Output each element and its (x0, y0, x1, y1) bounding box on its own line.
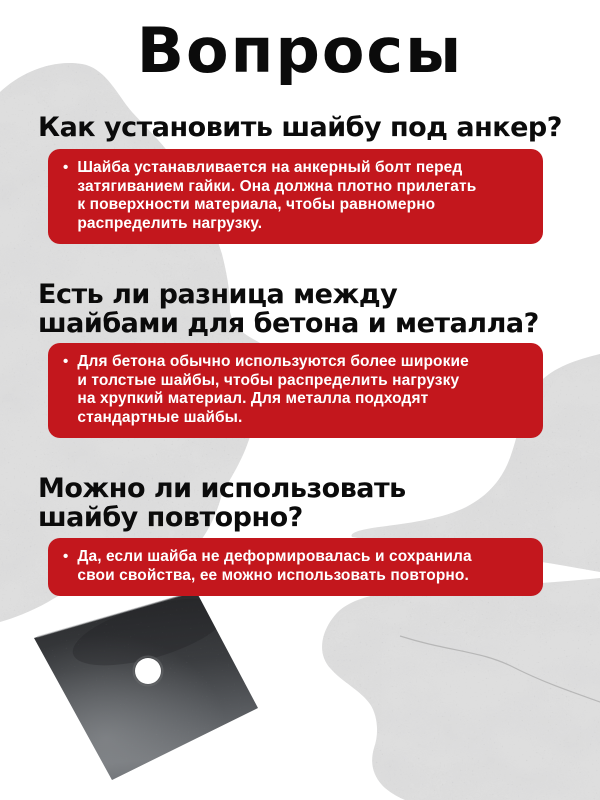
question-line: Можно ли использовать (38, 473, 406, 504)
bullet-icon: • (63, 159, 69, 176)
question-heading-1 (38, 113, 562, 142)
question-line: Есть ли разница между (38, 279, 398, 310)
question-line: Как установить шайбу под анкер? (38, 112, 562, 143)
answer-text: Шайба устанавливается на анкерный болт перед затягиванием гайки. Она должна плотно прилегать к поверхности материала, чтобы равномерно распределить нагрузку. (77, 159, 477, 232)
question-heading-3 (38, 474, 406, 532)
answer-card-2 (48, 343, 543, 438)
answer-card-3 (48, 538, 543, 596)
bullet-icon: • (63, 548, 69, 565)
question-line: шайбами для бетона и металла? (38, 308, 539, 339)
question-heading-2 (38, 280, 539, 338)
question-line: шайбу повторно? (38, 502, 303, 533)
bullet-icon: • (63, 353, 69, 370)
answer-text: Да, если шайба не деформировалась и сохранила свои свойства, ее можно использовать повторно. (77, 548, 472, 584)
answer-card-1 (48, 149, 543, 244)
page-title: Вопросы (136, 14, 464, 87)
answer-text: Для бетона обычно используются более широкие и толстые шайбы, чтобы распределить нагрузку на хрупкий материал. Для металла подходят стандартные шайбы. (77, 353, 469, 426)
